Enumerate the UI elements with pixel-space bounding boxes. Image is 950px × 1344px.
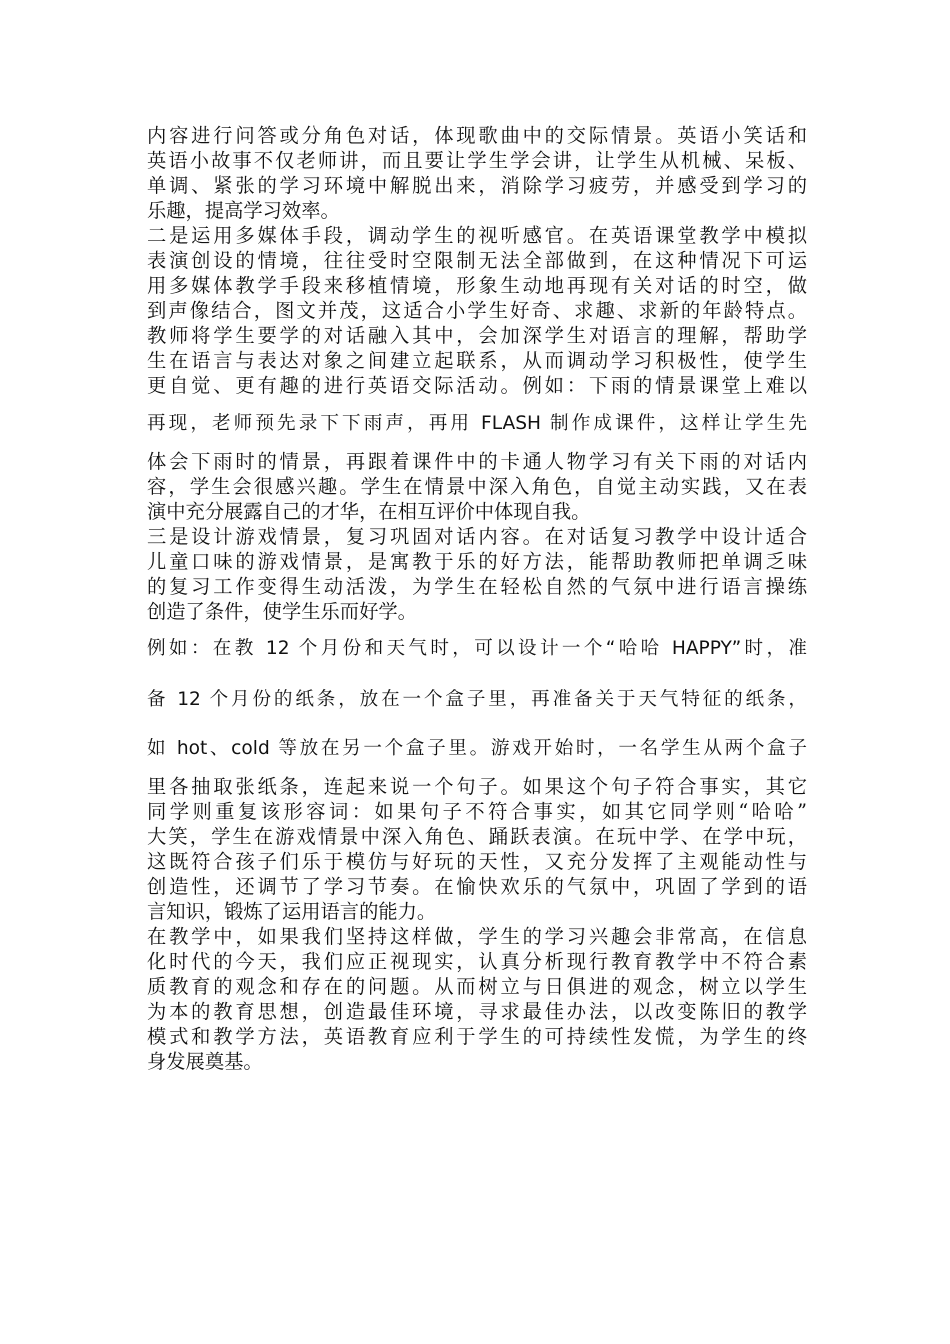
text-line: 乐趣，提高学习效率。 [147,199,340,222]
text-line: 体会下雨时的情景，再跟着课件中的卡通人物学习有关下雨的对话内 [147,450,807,473]
text-line: 质教育的观念和存在的问题。从而树立与日俱进的观念，树立以学生 [147,975,807,998]
text-line: 教师将学生要学的对话融入其中，会加深学生对语言的理解，帮助学 [147,324,807,347]
text-line: 单调、紧张的学习环境中解脱出来，消除学习疲劳，并感受到学习的 [147,174,807,197]
text-line: 例如：在教 12 个月份和天气时，可以设计一个“哈哈 HAPPY”时，准 [147,638,808,659]
text-line: 内容进行问答或分角色对话，体现歌曲中的交际情景。英语小笑话和 [147,124,807,147]
text-line: 到声像结合，图文并茂，这适合小学生好奇、求趣、求新的年龄特点。 [147,299,807,322]
text-line: 二是运用多媒体手段，调动学生的视听感官。在英语课堂教学中模拟 [147,224,807,247]
text-line: 化时代的今天，我们应正视现实，认真分析现行教育教学中不符合素 [147,950,807,973]
text-line: 英语小故事不仅老师讲，而且要让学生学会讲，让学生从机械、呆板、 [147,149,807,172]
text-line: 身发展奠基。 [147,1050,263,1073]
text-line: 容，学生会很感兴趣。学生在情景中深入角色，自觉主动实践，又在表 [147,475,807,498]
text-line: 这既符合孩子们乐于模仿与好玩的天性，又充分发挥了主观能动性与 [147,850,807,873]
text-line: 为本的教育思想，创造最佳环境，寻求最佳办法，以改变陈旧的教学 [147,1000,807,1023]
text-line: 生在语言与表达对象之间建立起联系，从而调动学习积极性，使学生 [147,349,807,372]
text-line: 三是设计游戏情景，复习巩固对话内容。在对话复习教学中设计适合 [147,525,807,548]
text-line: 再现，老师预先录下下雨声，再用 FLASH 制作成课件，这样让学生先 [147,413,807,434]
text-line: 在教学中，如果我们坚持这样做，学生的学习兴趣会非常高，在信息 [147,925,807,948]
text-line: 的复习工作变得生动活泼，为学生在轻松自然的气氛中进行语言操练 [147,575,807,598]
text-line: 创造了条件，使学生乐而好学。 [147,600,417,623]
text-line: 同学则重复该形容词：如果句子不符合事实，如其它同学则“哈哈” [147,800,807,823]
text-line: 儿童口味的游戏情景，是寓教于乐的好方法，能帮助教师把单调乏味 [147,550,807,573]
text-line: 演中充分展露自己的才华，在相互评价中体现自我。 [147,500,591,523]
text-line: 更自觉、更有趣的进行英语交际活动。例如：下雨的情景课堂上难以 [147,374,807,397]
text-line: 如 hot、cold 等放在另一个盒子里。游戏开始时，一名学生从两个盒子 [147,738,807,759]
text-line: 备 12 个月份的纸条，放在一个盒子里，再准备关于天气特征的纸条， [147,689,807,710]
text-line: 创造性，还调节了学习节奏。在愉快欢乐的气氛中，巩固了学到的语 [147,875,807,898]
text-line: 大笑，学生在游戏情景中深入角色、踊跃表演。在玩中学、在学中玩， [147,825,807,848]
text-line: 用多媒体教学手段来移植情境，形象生动地再现有关对话的时空，做 [147,274,807,297]
text-line: 言知识，锻炼了运用语言的能力。 [147,900,437,923]
text-line: 表演创设的情境，往往受时空限制无法全部做到，在这种情况下可运 [147,249,807,272]
text-line: 里各抽取张纸条，连起来说一个句子。如果这个句子符合事实，其它 [147,775,807,798]
text-line: 模式和教学方法，英语教育应利于学生的可持续性发慌，为学生的终 [147,1025,807,1048]
